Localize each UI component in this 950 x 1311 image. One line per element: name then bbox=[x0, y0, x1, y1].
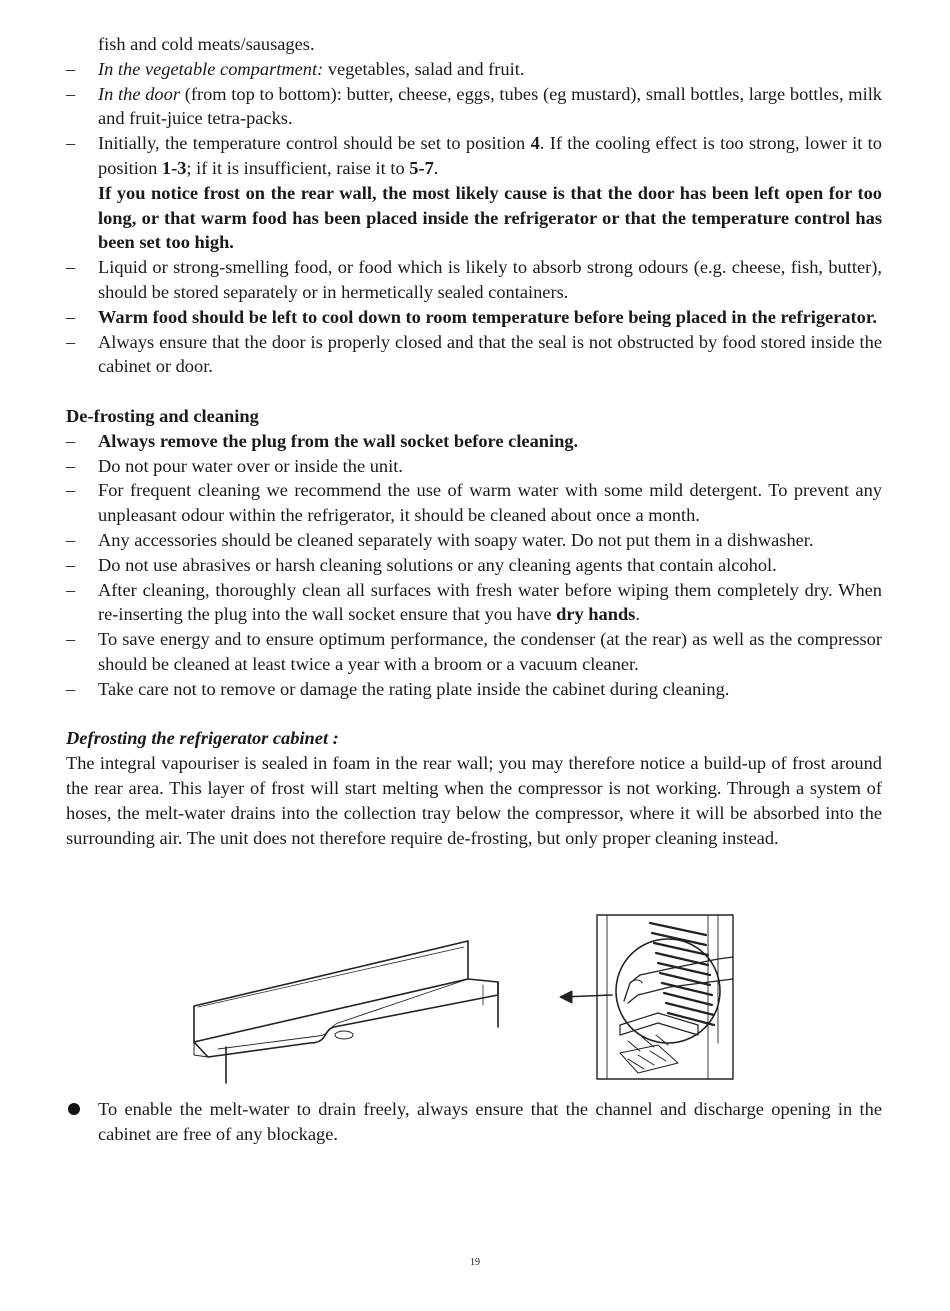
dash-marker: – bbox=[66, 133, 76, 154]
section-heading-defrosting-cabinet: Defrosting the refrigerator cabinet : bbox=[66, 728, 339, 749]
dash-marker: – bbox=[66, 579, 76, 600]
drain-channel-illustration bbox=[188, 935, 506, 1085]
hand-cleaning-drain-illustration bbox=[558, 913, 738, 1081]
dash-marker: – bbox=[66, 629, 76, 650]
list-item-temperature-control: – Initially, the temperature control should be set to position 4. If the cooling effect is too strong, lower it to position 1-3; if it is insufficient, raise it to 5-7. bbox=[66, 133, 882, 178]
list-item-odours: – Liquid or strong-smelling food, or food which is likely to absorb strong odours (e.g. cheese, fish, butter), should be stored separately or in hermetically sealed containers. bbox=[66, 257, 882, 302]
list-item-frequent-cleaning: – For frequent cleaning we recommend the use of warm water with some mild detergent. To prevent any unpleasant odour within the refrigerator, it should be cleaned about once a month. bbox=[66, 480, 882, 526]
dash-marker: – bbox=[66, 58, 76, 79]
melt-water-bullet bbox=[66, 1097, 882, 1147]
dash-marker: – bbox=[66, 331, 76, 352]
list-item-door: – In the door (from top to bottom): butter, cheese, eggs, tubes (eg mustard), small bottles, large bottles, milk and fruit-juice tetra-packs. bbox=[66, 83, 882, 129]
list-item-after-cleaning: – After cleaning, thoroughly clean all surfaces with fresh water before wiping them completely dry. When re-inserting the plug into the wall socket ensure that you have dry hands. bbox=[66, 579, 882, 625]
list-item-vegetable-compartment: – In the vegetable compartment: vegetables, salad and fruit. bbox=[66, 57, 882, 82]
list-item-no-water: – Do not pour water over or inside the unit. bbox=[66, 454, 882, 479]
list-item-abrasives: – Do not use abrasives or harsh cleaning solutions or any cleaning agents that contain alcohol. bbox=[66, 553, 882, 578]
list-item-rating-plate: – Take care not to remove or damage the rating plate inside the cabinet during cleaning. bbox=[66, 677, 882, 702]
list-item-save-energy: – To save energy and to ensure optimum performance, the condenser (at the rear) as well as the compressor should be cleaned at least twice a year with a broom or a vacuum cleaner. bbox=[66, 629, 882, 674]
list-item-remove-plug: – Always remove the plug from the wall socket before cleaning. bbox=[66, 429, 882, 454]
list-item-continuation: fish and cold meats/sausages. bbox=[98, 34, 315, 54]
dash-marker: – bbox=[66, 480, 76, 501]
page-number: 19 bbox=[470, 1257, 480, 1268]
section-heading-defrosting-cleaning: De-frosting and cleaning bbox=[66, 405, 259, 426]
dash-marker: – bbox=[66, 430, 76, 451]
dash-marker: – bbox=[66, 83, 76, 104]
dash-marker: – bbox=[66, 554, 76, 575]
frost-warning-note: If you notice frost on the rear wall, the most likely cause is that the door has been left open for too long, or that warm food has been placed inside the refrigerator or that the temperature control has been set too high. bbox=[98, 182, 882, 253]
storage-list bbox=[66, 32, 882, 850]
dash-marker: – bbox=[66, 306, 76, 327]
dash-marker: – bbox=[66, 529, 76, 550]
dash-marker: – bbox=[66, 678, 76, 699]
melt-water-bullet-text: To enable the melt-water to drain freely, always ensure that the channel and discharge opening in the cabinet are free of any blockage. bbox=[98, 1099, 882, 1144]
list-item-warm-food: – Warm food should be left to cool down to room temperature before being placed in the refrigerator. bbox=[66, 305, 882, 330]
list-item-door-closed: – Always ensure that the door is properly closed and that the seal is not obstructed by food stored inside the cabinet or door. bbox=[66, 331, 882, 377]
bullet-dot bbox=[68, 1103, 80, 1115]
dash-marker: – bbox=[66, 455, 76, 476]
cabinet-paragraph: The integral vapouriser is sealed in foam in the rear wall; you may therefore notice a build-up of frost around the rear area. This layer of frost will start melting when the compressor is not working. Through a system of hoses, the melt-water drains into the collection tray below the compressor, where it will be absorbed into the surrounding air. The unit does not therefore require de-frosting, but only proper cleaning instead. bbox=[66, 753, 882, 848]
dash-marker: – bbox=[66, 257, 76, 278]
list-item-accessories: – Any accessories should be cleaned separately with soapy water. Do not put them in a dishwasher. bbox=[66, 528, 882, 553]
